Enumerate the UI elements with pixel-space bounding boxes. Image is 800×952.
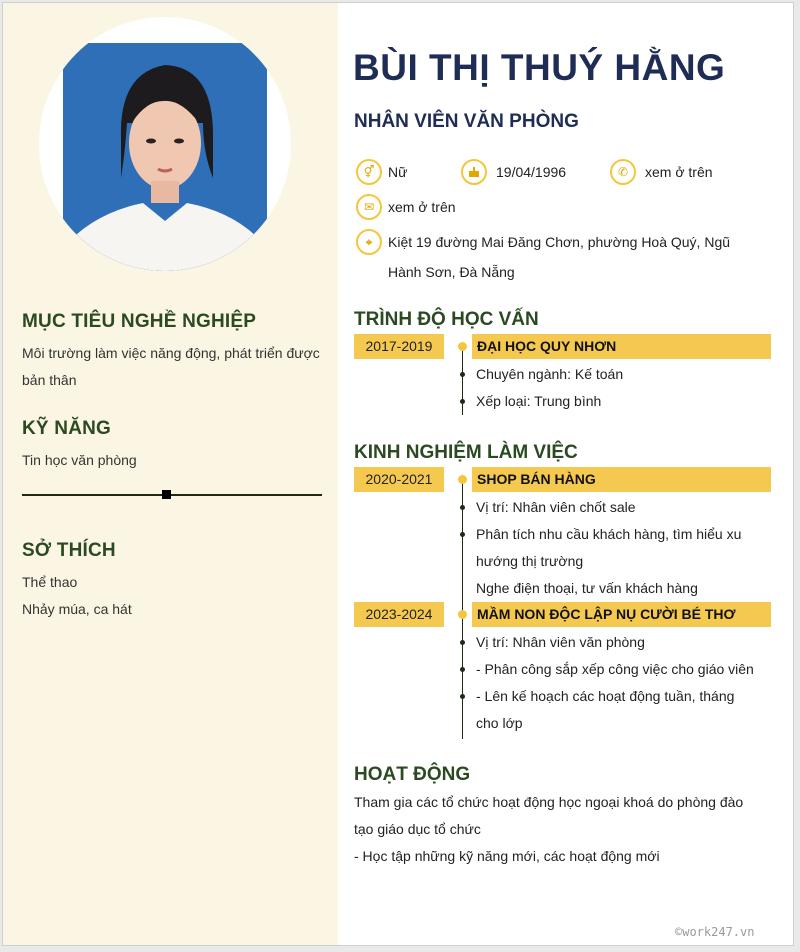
timeline-marker <box>458 610 467 619</box>
cake-icon <box>461 159 487 185</box>
hobby-item: Thể thao <box>22 574 78 590</box>
avatar <box>39 17 291 271</box>
job-company: MẦM NON ĐỘC LẬP NỤ CƯỜI BÉ THƠ <box>472 602 771 627</box>
timeline-marker <box>458 475 467 484</box>
gender-value: Nữ <box>388 164 408 180</box>
timeline-bullet <box>460 667 465 672</box>
timeline-line <box>462 475 463 739</box>
timeline-marker <box>458 342 467 351</box>
hobby-item: Nhảy múa, ca hát <box>22 601 132 617</box>
job-company: SHOP BÁN HÀNG <box>472 467 771 492</box>
skill-level-bar <box>22 494 322 496</box>
job-position: Vị trí: Nhân viên văn phòng <box>476 634 645 650</box>
objective-text-line2: bản thân <box>22 372 77 388</box>
job-description: cho lớp <box>476 715 523 731</box>
activities-text: tạo giáo dục tổ chức <box>354 821 481 837</box>
education-period: 2017-2019 <box>354 334 444 359</box>
activities-text: Tham gia các tổ chức hoạt động học ngoại khoá do phòng đào <box>354 794 744 810</box>
email-value: xem ở trên <box>388 199 456 215</box>
timeline-bullet <box>460 505 465 510</box>
job-description: - Lên kế hoạch các hoạt động tuần, tháng <box>476 688 735 704</box>
phone-icon: ✆ <box>610 159 636 185</box>
portrait-illustration <box>63 43 267 271</box>
address-line2: Hành Sơn, Đà Nẵng <box>388 264 515 280</box>
timeline-bullet <box>460 532 465 537</box>
skill-level-marker <box>162 490 171 499</box>
sidebar <box>3 3 338 945</box>
job-description: Phân tích nhu cầu khách hàng, tìm hiểu xu <box>476 526 742 542</box>
education-title: TRÌNH ĐỘ HỌC VẤN <box>354 309 539 330</box>
candidate-name: BÙI THỊ THUÝ HẰNG <box>353 47 726 88</box>
timeline-line <box>462 343 463 415</box>
objective-text-line1: Môi trường làm việc năng động, phát triển được <box>22 345 320 361</box>
skills-title: KỸ NĂNG <box>22 418 112 439</box>
job-position: Vị trí: Nhân viên chốt sale <box>476 499 636 515</box>
job-period: 2023-2024 <box>354 602 444 627</box>
timeline-bullet <box>460 399 465 404</box>
profile-photo <box>63 43 267 271</box>
phone-value: xem ở trên <box>645 164 713 180</box>
education-school: ĐẠI HỌC QUY NHƠN <box>472 334 771 359</box>
hobbies-title: SỞ THÍCH <box>22 540 116 561</box>
job-description: hướng thị trường <box>476 553 584 569</box>
address-line1: Kiệt 19 đường Mai Đăng Chơn, phường Hoà Quý, Ngũ <box>388 234 731 250</box>
timeline-bullet <box>460 372 465 377</box>
watermark: ©work247.vn <box>675 925 755 939</box>
map-pin-icon: ⌖ <box>356 229 382 255</box>
job-period: 2020-2021 <box>354 467 444 492</box>
mail-icon: ✉ <box>356 194 382 220</box>
education-grade: Xếp loại: Trung bình <box>476 393 602 409</box>
job-description: Nghe điện thoại, tư vấn khách hàng <box>476 580 698 596</box>
activities-text: - Học tập những kỹ năng mới, các hoạt động mới <box>354 848 660 864</box>
skill-name: Tin học văn phòng <box>22 452 137 468</box>
cv-page <box>2 2 794 946</box>
timeline-bullet <box>460 694 465 699</box>
education-major: Chuyên ngành: Kế toán <box>476 366 624 382</box>
birthday-value: 19/04/1996 <box>496 164 567 180</box>
experience-title: KINH NGHIỆM LÀM VIỆC <box>354 442 578 463</box>
job-description: - Phân công sắp xếp công việc cho giáo viên <box>476 661 754 677</box>
candidate-role: NHÂN VIÊN VĂN PHÒNG <box>354 111 579 132</box>
gender-icon: ⚥ <box>356 159 382 185</box>
timeline-bullet <box>460 640 465 645</box>
objective-title: MỤC TIÊU NGHỀ NGHIỆP <box>22 311 257 332</box>
activities-title: HOẠT ĐỘNG <box>354 764 471 785</box>
